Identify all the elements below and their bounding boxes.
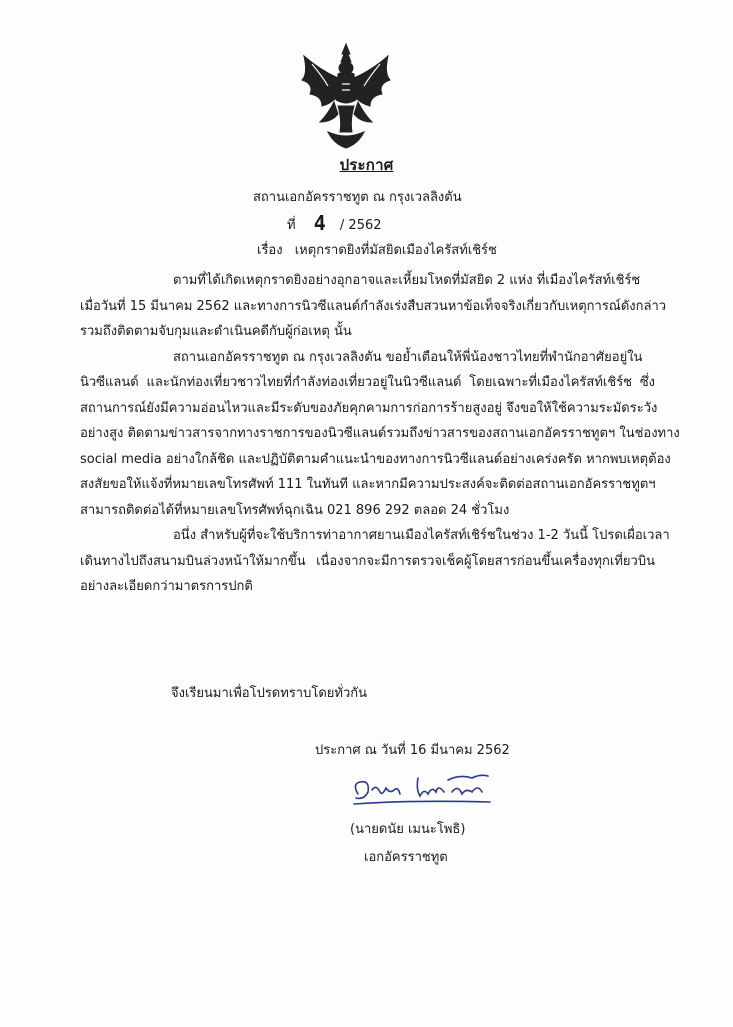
subject-line: [257, 239, 497, 260]
announcement-body: [80, 268, 680, 600]
signer-title: เอกอัครราชทูต: [364, 850, 448, 865]
body-line: สถานเอกอัครราชทูต ณ กรุงเวลลิงตัน ขอย้ำเตือนให้พี่น้องชาวไทยที่พำนักอาศัยอยู่ใน: [173, 349, 643, 365]
announcement-title: ประกาศ: [339, 156, 394, 174]
body-line: อย่างสูง ติดตามข่าวสารจากทางราชการของนิวซีแลนด์รวมถึงข่าวสารของสถานเอกอัครราชทูตฯ ในช่องทาง: [80, 426, 680, 441]
body-line: สงสัยขอให้แจ้งที่หมายเลขโทรศัพท์ 111 ในทันที และหากมีความประสงค์จะติดต่อสถานเอกอัครราชทูตฯ: [80, 477, 656, 492]
document-number: [287, 210, 382, 235]
closing-text: จึงเรียนมาเพื่อโปรดทราบโดยทั่วกัน: [171, 686, 368, 701]
number-label: ที่: [287, 218, 296, 233]
garuda-emblem-icon: [298, 40, 394, 152]
subject-text: เหตุกราดยิงที่มัสยิดเมืองไครัสท์เชิร์ช: [294, 243, 497, 258]
body-line: ตามที่ได้เกิดเหตุกราดยิงอย่างอุกอาจและเหี้ยมโหดที่มัสยิด 2 แห่ง ที่เมืองไครัสท์เชิร์ช: [173, 273, 641, 288]
announcement-date: ประกาศ ณ วันที่ 16 มีนาคม 2562: [315, 743, 510, 758]
body-line: อนึ่ง สำหรับผู้ที่จะใช้บริการท่าอากาศยานเมืองไครัสท์เชิร์ชในช่วง 1-2 วันนี้ โปรดเผื่อเวลา: [173, 528, 670, 543]
body-line: เมื่อวันที่ 15 มีนาคม 2562 และทางการนิวซีแลนด์กำลังเร่งสืบสวนหาข้อเท็จจริงเกี่ยวกับเหตุการณ์ดังกล่าว: [80, 298, 667, 314]
body-line: อย่างละเอียดกว่ามาตรการปกติ: [80, 579, 253, 594]
body-line: สถานการณ์ยังมีความอ่อนไหวและมีระดับของภัยคุกคามการก่อการร้ายสูงอยู่ จึงขอให้ใช้ความระมัดระวัง: [80, 400, 658, 416]
number-value: 4: [313, 211, 326, 235]
body-line: รวมถึงติดตามจับกุมและดำเนินคดีกับผู้ก่อเหตุ นั้น: [80, 324, 352, 339]
body-line: นิวซีแลนด์ และนักท่องเที่ยวชาวไทยที่กำลังท่องเที่ยวอยู่ในนิวซีแลนด์ โดยเฉพาะที่เมืองไครัสท์เชิร์ช ซึ่ง: [80, 375, 655, 390]
body-line: สามารถติดต่อได้ที่หมายเลขโทรศัพท์ฉุกเฉิน 021 896 292 ตลอด 24 ชั่วโมง: [80, 502, 510, 518]
handwritten-signature: [348, 770, 496, 810]
number-year: / 2562: [339, 218, 382, 233]
subject-label: เรื่อง: [257, 243, 283, 258]
signer-name: (นายดนัย เมนะโพธิ): [350, 822, 466, 837]
issuer-name: สถานเอกอัครราชทูต ณ กรุงเวลลิงตัน: [253, 190, 462, 205]
body-line: เดินทางไปถึงสนามบินล่วงหน้าให้มากขึ้น เนื่องจากจะมีการตรวจเช็คผู้โดยสารก่อนขึ้นเครื่องทุกเที่ยวบิน: [80, 553, 655, 569]
body-line: social media อย่างใกล้ชิด และปฏิบัติตามคำแนะนำของทางการนิวซีแลนด์อย่างเคร่งครัด หากพบเหตุต้อง: [80, 451, 671, 467]
